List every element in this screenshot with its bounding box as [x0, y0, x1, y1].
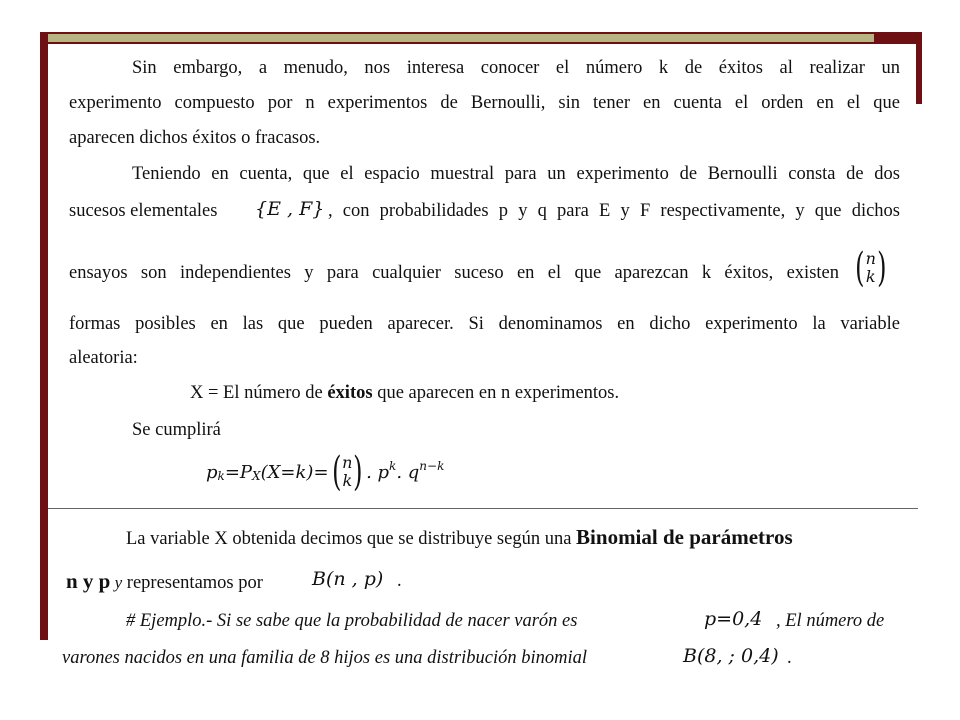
formula-eq2: = — [313, 461, 329, 483]
formula-X-sub: X — [252, 469, 261, 483]
set-expression: {E , F} — [255, 198, 325, 220]
p2-line5: aleatoria: — [69, 348, 138, 368]
p3-line2-italic: y — [110, 573, 123, 592]
p1-line3: aparecen dichos éxitos o fracasos. — [69, 128, 321, 148]
formula-binom-bottom: k — [342, 471, 353, 490]
formula-k-sub: k — [217, 469, 225, 483]
formula-P: P — [239, 461, 253, 483]
p1-line2: experimento compuesto por n experimentos de Bernoulli, sin tener en cuenta el orden en el que — [69, 93, 900, 113]
binom-bottom: k — [865, 267, 876, 286]
p3-line2-normal: representamos por — [122, 573, 263, 593]
p2-line4: formas posibles en las que pueden aparecer. Si denominamos en dicho experimento la variable — [69, 314, 900, 334]
definition-suffix: que aparecen en n experimentos. — [372, 383, 620, 403]
right-paren: ) — [877, 245, 887, 291]
image-separator — [48, 508, 918, 509]
binom-top: n — [865, 249, 876, 268]
example-line2: varones nacidos en una familia de 8 hijos es una distribución binomial — [62, 648, 587, 668]
slide-left-bar — [40, 32, 48, 640]
slide-top-olive-strip — [44, 34, 874, 42]
p3-line2 — [66, 570, 263, 594]
formula-p: p — [206, 461, 218, 483]
example-p-expr: p=0,4 — [704, 608, 763, 630]
example-line1b: , El número de — [776, 611, 885, 631]
formula-dot-q: . q — [396, 461, 420, 483]
p2-line1: Teniendo en cuenta, que el espacio muestral para un experimento de Bernoulli consta de dos — [132, 164, 900, 184]
definition-bold: éxitos — [327, 383, 373, 403]
example-tail: . — [787, 648, 792, 668]
p3-line1 — [126, 526, 793, 550]
se-cumplira: Se cumplirá — [132, 420, 221, 440]
left-paren: ( — [855, 245, 865, 291]
binomial-notation: B(n , p) — [312, 568, 384, 590]
p3-tail: . — [397, 571, 402, 591]
p2-line2b: , con probabilidades p y q para E y F respectivamente, y que dichos — [328, 201, 900, 221]
definition-prefix: X = El número de — [190, 383, 328, 403]
p3-line1-bold: Binomial de parámetros — [576, 525, 793, 549]
p2-line2a: sucesos elementales — [69, 201, 218, 221]
example-line1: # Ejemplo.- Si se sabe que la probabilidad de nacer varón es — [126, 611, 578, 631]
formula-left-paren: ( — [331, 449, 342, 495]
formula-exp-nk: n−k — [419, 459, 445, 473]
formula-binomial — [329, 449, 367, 495]
formula-binom-top: n — [342, 453, 353, 472]
p3-line2-bold: n y p — [66, 569, 111, 593]
formula-right-paren: ) — [353, 449, 363, 495]
formula-eq1: = — [224, 461, 240, 483]
binomial-coefficient-inline — [852, 245, 890, 291]
example-b-expr: B(8, ; 0,4) — [683, 645, 779, 667]
p3-line1-normal: La variable X obtenida decimos que se distribuye según una — [126, 529, 577, 549]
variable-definition — [190, 382, 619, 404]
formula-dot-p: . p — [366, 461, 390, 483]
formula-exp-k: k — [389, 459, 397, 473]
p1-line1: Sin embargo, a menudo, nos interesa conocer el número k de éxitos al realizar un — [132, 58, 900, 78]
formula-arg: (X=k) — [260, 461, 314, 483]
p2-line3: ensayos son independientes y para cualquier suceso en el que aparezcan k éxitos, existen — [69, 263, 839, 283]
binomial-formula — [206, 449, 445, 495]
